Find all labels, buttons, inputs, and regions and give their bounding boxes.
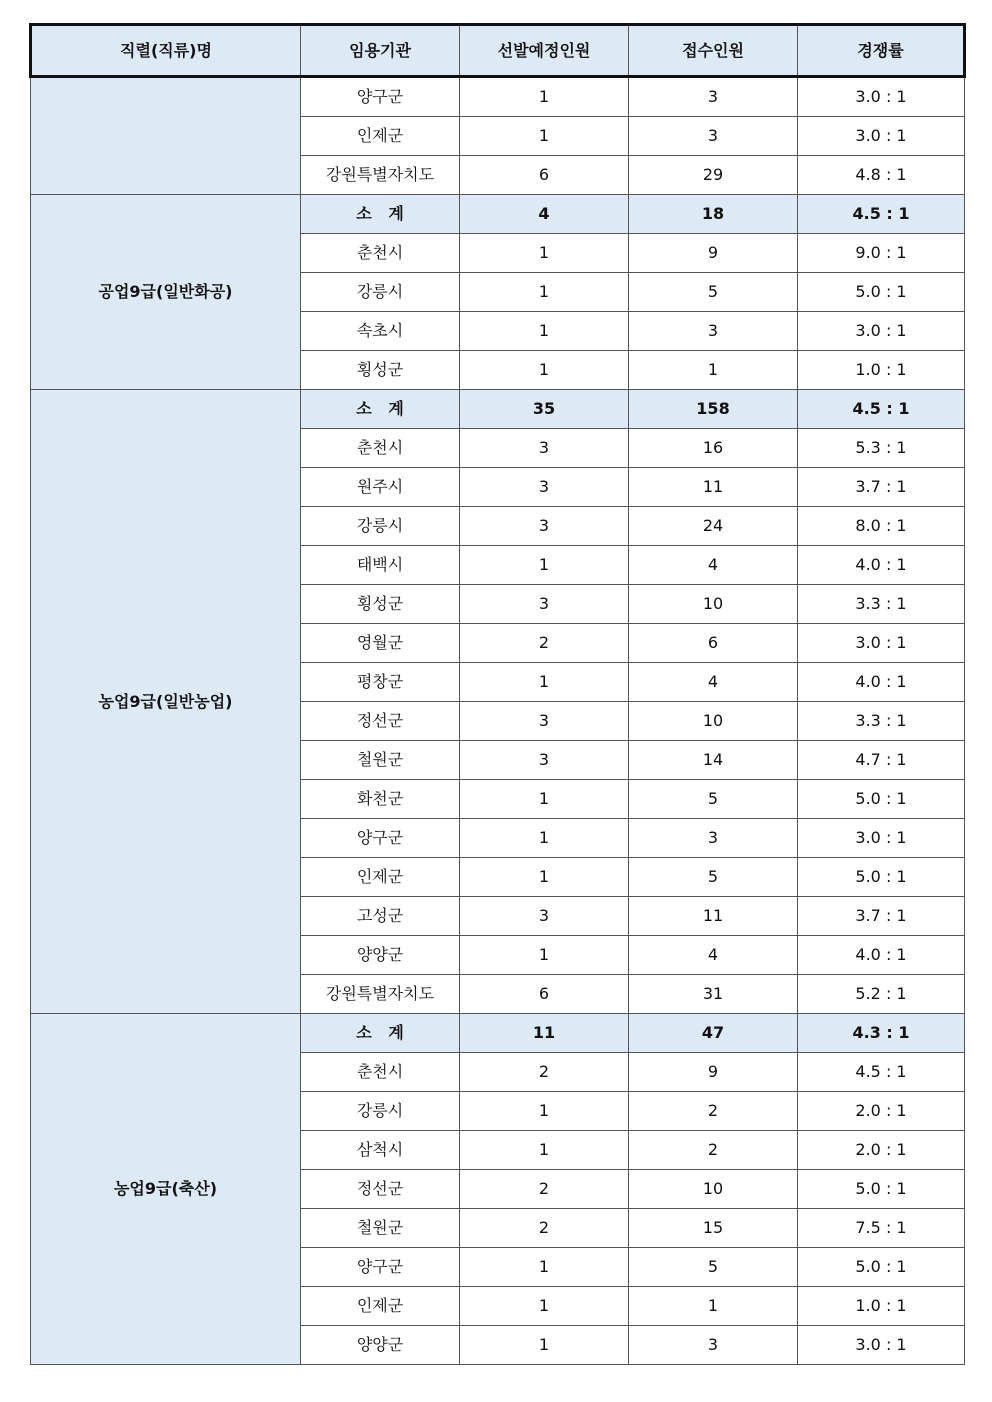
planned-cell: 1: [460, 1092, 629, 1131]
planned-cell: 1: [460, 312, 629, 351]
agency-cell: 강원특별자치도: [301, 156, 460, 195]
agency-cell: 양구군: [301, 77, 460, 117]
applicants-cell: 3: [629, 1326, 798, 1365]
planned-cell: 1: [460, 1326, 629, 1365]
agency-cell: 횡성군: [301, 585, 460, 624]
agency-cell: 춘천시: [301, 1053, 460, 1092]
ratio-cell: 4.7 : 1: [798, 741, 965, 780]
ratio-cell: 2.0 : 1: [798, 1092, 965, 1131]
planned-cell: 3: [460, 429, 629, 468]
ratio-cell: 3.7 : 1: [798, 468, 965, 507]
agency-cell: 정선군: [301, 1170, 460, 1209]
planned-cell: 2: [460, 624, 629, 663]
applicants-cell: 5: [629, 780, 798, 819]
ratio-cell: 4.0 : 1: [798, 663, 965, 702]
applicants-cell: 15: [629, 1209, 798, 1248]
agency-cell: 강릉시: [301, 1092, 460, 1131]
ratio-cell: 4.0 : 1: [798, 546, 965, 585]
job-series-cell: 농업9급(일반농업): [31, 390, 301, 1014]
applicants-cell: 9: [629, 1053, 798, 1092]
agency-cell: 인제군: [301, 1287, 460, 1326]
job-series-cell: 농업9급(축산): [31, 1014, 301, 1365]
ratio-cell: 3.3 : 1: [798, 702, 965, 741]
agency-cell: 평창군: [301, 663, 460, 702]
applicants-cell: 2: [629, 1131, 798, 1170]
ratio-cell: 1.0 : 1: [798, 351, 965, 390]
ratio-cell: 4.8 : 1: [798, 156, 965, 195]
ratio-cell: 5.3 : 1: [798, 429, 965, 468]
ratio-cell: 3.0 : 1: [798, 77, 965, 117]
agency-cell: 화천군: [301, 780, 460, 819]
agency-cell: 횡성군: [301, 351, 460, 390]
planned-cell: 1: [460, 351, 629, 390]
agency-cell: 강릉시: [301, 273, 460, 312]
planned-cell: 1: [460, 936, 629, 975]
agency-cell: 고성군: [301, 897, 460, 936]
planned-cell: 1: [460, 77, 629, 117]
ratio-cell: 7.5 : 1: [798, 1209, 965, 1248]
planned-cell: 1: [460, 819, 629, 858]
header-ratio: 경쟁률: [798, 25, 965, 77]
agency-cell: 철원군: [301, 741, 460, 780]
job-series-cell: 공업9급(일반화공): [31, 195, 301, 390]
planned-cell: 3: [460, 741, 629, 780]
ratio-cell: 3.0 : 1: [798, 1326, 965, 1365]
subtotal-row: [31, 195, 965, 234]
planned-cell: 1: [460, 663, 629, 702]
applicants-cell: 3: [629, 312, 798, 351]
applicants-cell: 3: [629, 819, 798, 858]
table-header-row: [31, 25, 965, 77]
applicants-cell: 29: [629, 156, 798, 195]
applicants-cell: 11: [629, 897, 798, 936]
header-agency: 임용기관: [301, 25, 460, 77]
planned-cell: 3: [460, 468, 629, 507]
ratio-cell: 3.3 : 1: [798, 585, 965, 624]
ratio-cell: 3.0 : 1: [798, 312, 965, 351]
applicants-cell: 1: [629, 351, 798, 390]
agency-cell: 철원군: [301, 1209, 460, 1248]
header-planned: 선발예정인원: [460, 25, 629, 77]
applicants-cell: 10: [629, 1170, 798, 1209]
applicants-cell: 4: [629, 546, 798, 585]
agency-cell: 양구군: [301, 1248, 460, 1287]
subtotal-label: 소 계: [301, 390, 460, 429]
planned-cell: 3: [460, 702, 629, 741]
agency-cell: 강릉시: [301, 507, 460, 546]
agency-cell: 원주시: [301, 468, 460, 507]
subtotal-ratio: 4.3 : 1: [798, 1014, 965, 1053]
agency-cell: 양구군: [301, 819, 460, 858]
subtotal-applicants: 158: [629, 390, 798, 429]
planned-cell: 3: [460, 585, 629, 624]
agency-cell: 인제군: [301, 117, 460, 156]
agency-cell: 영월군: [301, 624, 460, 663]
agency-cell: 양양군: [301, 1326, 460, 1365]
subtotal-planned: 4: [460, 195, 629, 234]
ratio-cell: 5.0 : 1: [798, 780, 965, 819]
applicants-cell: 5: [629, 273, 798, 312]
ratio-cell: 5.2 : 1: [798, 975, 965, 1014]
subtotal-row: [31, 1014, 965, 1053]
ratio-cell: 1.0 : 1: [798, 1287, 965, 1326]
planned-cell: 3: [460, 507, 629, 546]
header-job-series: 직렬(직류)명: [31, 25, 301, 77]
ratio-cell: 4.5 : 1: [798, 1053, 965, 1092]
subtotal-label: 소 계: [301, 195, 460, 234]
planned-cell: 1: [460, 1131, 629, 1170]
planned-cell: 1: [460, 234, 629, 273]
ratio-cell: 3.0 : 1: [798, 624, 965, 663]
agency-cell: 강원특별자치도: [301, 975, 460, 1014]
ratio-cell: 4.0 : 1: [798, 936, 965, 975]
ratio-cell: 3.0 : 1: [798, 117, 965, 156]
planned-cell: 2: [460, 1053, 629, 1092]
ratio-cell: 9.0 : 1: [798, 234, 965, 273]
subtotal-applicants: 47: [629, 1014, 798, 1053]
subtotal-ratio: 4.5 : 1: [798, 390, 965, 429]
agency-cell: 양양군: [301, 936, 460, 975]
applicants-cell: 16: [629, 429, 798, 468]
ratio-cell: 3.0 : 1: [798, 819, 965, 858]
agency-cell: 춘천시: [301, 234, 460, 273]
applicants-cell: 4: [629, 936, 798, 975]
agency-cell: 삼척시: [301, 1131, 460, 1170]
ratio-cell: 5.0 : 1: [798, 1170, 965, 1209]
table-body: [31, 77, 965, 1365]
subtotal-ratio: 4.5 : 1: [798, 195, 965, 234]
applicants-cell: 4: [629, 663, 798, 702]
job-series-cell: [31, 77, 301, 195]
applicants-cell: 2: [629, 1092, 798, 1131]
applicants-cell: 3: [629, 117, 798, 156]
ratio-cell: 5.0 : 1: [798, 273, 965, 312]
planned-cell: 1: [460, 858, 629, 897]
ratio-cell: 8.0 : 1: [798, 507, 965, 546]
applicants-cell: 5: [629, 1248, 798, 1287]
applicants-cell: 10: [629, 702, 798, 741]
applicants-cell: 1: [629, 1287, 798, 1326]
subtotal-planned: 35: [460, 390, 629, 429]
planned-cell: 1: [460, 546, 629, 585]
planned-cell: 1: [460, 273, 629, 312]
agency-cell: 속초시: [301, 312, 460, 351]
subtotal-row: [31, 390, 965, 429]
applicants-cell: 31: [629, 975, 798, 1014]
ratio-cell: 3.7 : 1: [798, 897, 965, 936]
applicants-cell: 10: [629, 585, 798, 624]
agency-cell: 인제군: [301, 858, 460, 897]
agency-cell: 춘천시: [301, 429, 460, 468]
planned-cell: 1: [460, 117, 629, 156]
planned-cell: 2: [460, 1170, 629, 1209]
applicants-cell: 14: [629, 741, 798, 780]
planned-cell: 6: [460, 975, 629, 1014]
agency-cell: 정선군: [301, 702, 460, 741]
ratio-cell: 2.0 : 1: [798, 1131, 965, 1170]
applicants-cell: 9: [629, 234, 798, 273]
applicants-cell: 11: [629, 468, 798, 507]
planned-cell: 3: [460, 897, 629, 936]
applicants-cell: 6: [629, 624, 798, 663]
agency-cell: 태백시: [301, 546, 460, 585]
subtotal-planned: 11: [460, 1014, 629, 1053]
ratio-cell: 5.0 : 1: [798, 858, 965, 897]
subtotal-label: 소 계: [301, 1014, 460, 1053]
applicants-cell: 5: [629, 858, 798, 897]
planned-cell: 2: [460, 1209, 629, 1248]
applicants-cell: 3: [629, 77, 798, 117]
planned-cell: 1: [460, 1287, 629, 1326]
competition-rate-table: [29, 23, 966, 1365]
table-row: [31, 77, 965, 117]
header-applicants: 접수인원: [629, 25, 798, 77]
ratio-cell: 5.0 : 1: [798, 1248, 965, 1287]
planned-cell: 1: [460, 1248, 629, 1287]
planned-cell: 6: [460, 156, 629, 195]
planned-cell: 1: [460, 780, 629, 819]
subtotal-applicants: 18: [629, 195, 798, 234]
applicants-cell: 24: [629, 507, 798, 546]
